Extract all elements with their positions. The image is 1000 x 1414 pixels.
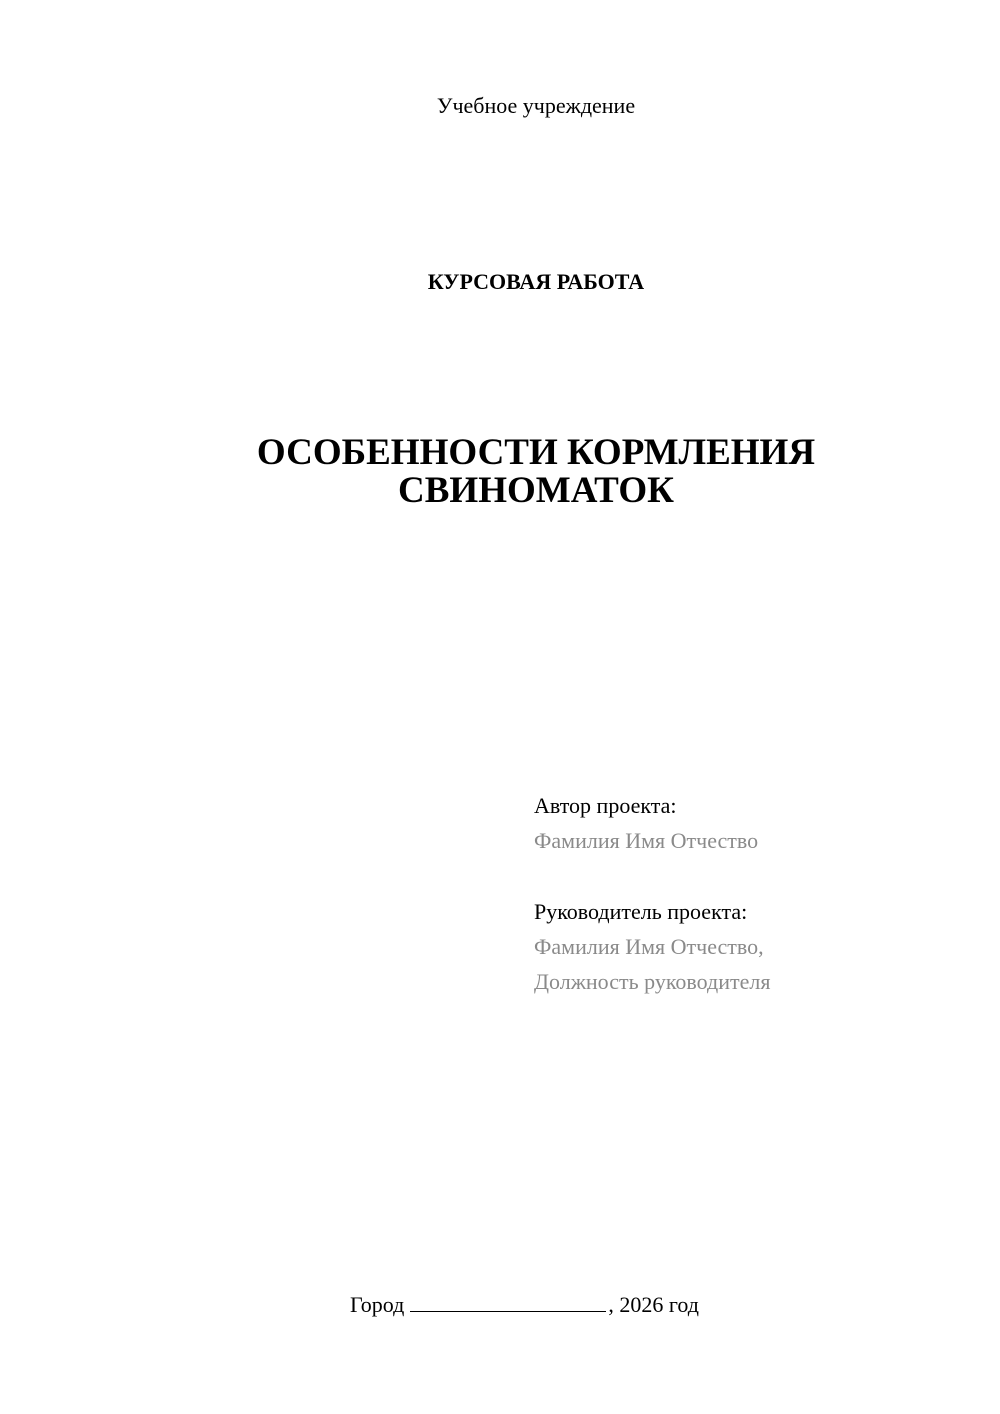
city-blank-line bbox=[410, 1291, 606, 1312]
author-name: Фамилия Имя Отчество bbox=[534, 828, 759, 853]
supervisor-name: Фамилия Имя Отчество, bbox=[534, 934, 764, 959]
supervisor-position: Должность руководителя bbox=[534, 969, 771, 994]
footer-city-year bbox=[350, 1290, 699, 1320]
document-title-line-1: ОСОБЕННОСТИ КОРМЛЕНИЯ bbox=[256, 432, 816, 473]
credits-spacer bbox=[534, 858, 770, 894]
document-title-line-2: СВИНОМАТОК bbox=[398, 470, 674, 511]
year-text: , 2026 год bbox=[608, 1292, 699, 1317]
work-type-heading: КУРСОВАЯ РАБОТА bbox=[427, 269, 645, 294]
institution-name: Учебное учреждение bbox=[436, 93, 636, 118]
supervisor-label: Руководитель проекта: bbox=[534, 899, 748, 924]
credits-block bbox=[534, 788, 770, 999]
author-label: Автор проекта: bbox=[534, 793, 677, 818]
city-label: Город bbox=[350, 1292, 405, 1317]
document-title bbox=[0, 434, 1000, 510]
